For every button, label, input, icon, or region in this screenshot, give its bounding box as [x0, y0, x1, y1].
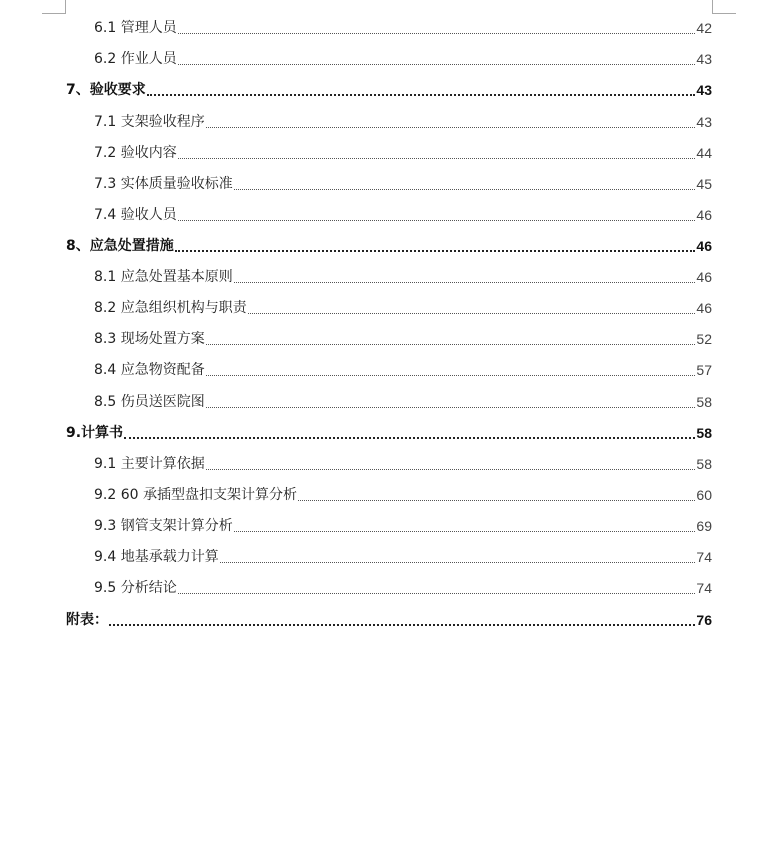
- toc-dot-leader: [147, 93, 696, 96]
- toc-entry-8-4[interactable]: [94, 357, 712, 381]
- toc-entry-7-1[interactable]: [94, 109, 712, 133]
- crop-mark-top-left-horizontal: [42, 13, 66, 14]
- toc-dot-leader: [175, 249, 696, 252]
- toc-entry-7-4[interactable]: [94, 202, 712, 226]
- toc-dot-leader: [124, 436, 695, 439]
- toc-entry-title: 9.3 钢管支架计算分析: [94, 518, 233, 534]
- toc-entry-page-number: 46: [696, 207, 712, 223]
- crop-mark-top-right-vertical: [712, 0, 713, 13]
- toc-entry-page-number: 52: [696, 331, 712, 347]
- toc-entry-title: 9.4 地基承载力计算: [94, 549, 219, 565]
- toc-dot-leader: [234, 281, 696, 283]
- toc-entry-title: 7、验收要求: [66, 82, 146, 98]
- toc-entry-page-number: 58: [696, 394, 712, 410]
- toc-entry-9-5[interactable]: [94, 575, 712, 599]
- toc-entry-page-number: 46: [696, 238, 712, 254]
- toc-entry-8[interactable]: [66, 233, 712, 257]
- toc-entry-title: 8.1 应急处置基本原则: [94, 269, 233, 285]
- toc-dot-leader: [298, 499, 695, 501]
- toc-dot-leader: [109, 623, 695, 626]
- crop-mark-top-left-vertical: [65, 0, 66, 13]
- toc-entry-title: 8.4 应急物资配备: [94, 362, 205, 378]
- toc-dot-leader: [248, 312, 696, 314]
- toc-entry-7[interactable]: [66, 77, 712, 101]
- toc-dot-leader: [178, 63, 696, 65]
- toc-entry-8-2[interactable]: [94, 295, 712, 319]
- toc-entry-9-1[interactable]: [94, 451, 712, 475]
- toc-entry-appendix[interactable]: [66, 607, 712, 631]
- toc-dot-leader: [206, 468, 696, 470]
- toc-dot-leader: [234, 188, 696, 190]
- toc-entry-page-number: 58: [696, 425, 712, 441]
- toc-entry-page-number: 74: [696, 580, 712, 596]
- toc-entry-title: 8.2 应急组织机构与职责: [94, 300, 247, 316]
- toc-entry-title: 9.1 主要计算依据: [94, 456, 205, 472]
- toc-dot-leader: [220, 561, 696, 563]
- toc-entry-page-number: 44: [696, 145, 712, 161]
- toc-entry-title: 9.5 分析结论: [94, 580, 177, 596]
- toc-entry-page-number: 58: [696, 456, 712, 472]
- toc-entry-page-number: 76: [696, 612, 712, 628]
- toc-dot-leader: [206, 374, 696, 376]
- toc-entry-page-number: 43: [696, 82, 712, 98]
- toc-entry-9[interactable]: [66, 420, 712, 444]
- toc-dot-leader: [178, 32, 696, 34]
- toc-entry-9-4[interactable]: [94, 544, 712, 568]
- toc-dot-leader: [206, 126, 696, 128]
- toc-entry-title: 8.3 现场处置方案: [94, 331, 205, 347]
- toc-entry-page-number: 42: [696, 20, 712, 36]
- toc-entry-title: 7.2 验收内容: [94, 145, 177, 161]
- toc-entry-title: 9.2 60 承插型盘扣支架计算分析: [94, 487, 297, 503]
- toc-entry-title: 8.5 伤员送医院图: [94, 394, 205, 410]
- toc-entry-title: 7.3 实体质量验收标准: [94, 176, 233, 192]
- toc-entry-page-number: 46: [696, 269, 712, 285]
- toc-entry-title: 6.1 管理人员: [94, 20, 177, 36]
- toc-entry-page-number: 43: [696, 114, 712, 130]
- toc-entry-title: 8、应急处置措施: [66, 238, 174, 254]
- toc-dot-leader: [234, 530, 696, 532]
- toc-entry-title: 7.4 验收人员: [94, 207, 177, 223]
- toc-entry-title: 7.1 支架验收程序: [94, 114, 205, 130]
- toc-entry-6-1[interactable]: [94, 15, 712, 39]
- toc-entry-page-number: 69: [696, 518, 712, 534]
- toc-entry-title: 附表：: [66, 612, 108, 628]
- toc-dot-leader: [206, 406, 696, 408]
- toc-entry-8-3[interactable]: [94, 326, 712, 350]
- toc-entry-page-number: 60: [696, 487, 712, 503]
- toc-dot-leader: [178, 219, 696, 221]
- toc-entry-page-number: 46: [696, 300, 712, 316]
- toc-entry-9-3[interactable]: [94, 513, 712, 537]
- crop-mark-top-right-horizontal: [712, 13, 736, 14]
- toc-entry-7-3[interactable]: [94, 171, 712, 195]
- toc-entry-page-number: 57: [696, 362, 712, 378]
- toc-entry-page-number: 43: [696, 51, 712, 67]
- toc-entry-7-2[interactable]: [94, 140, 712, 164]
- toc-entry-9-2[interactable]: [94, 482, 712, 506]
- toc-entry-8-5[interactable]: [94, 389, 712, 413]
- toc-entry-page-number: 74: [696, 549, 712, 565]
- toc-entry-title: 9.计算书: [66, 425, 124, 441]
- toc-entry-8-1[interactable]: [94, 264, 712, 288]
- toc-dot-leader: [178, 592, 696, 594]
- toc-entry-6-2[interactable]: [94, 46, 712, 70]
- toc-dot-leader: [206, 343, 696, 345]
- toc-entry-title: 6.2 作业人员: [94, 51, 177, 67]
- toc-entry-page-number: 45: [696, 176, 712, 192]
- toc-dot-leader: [178, 157, 696, 159]
